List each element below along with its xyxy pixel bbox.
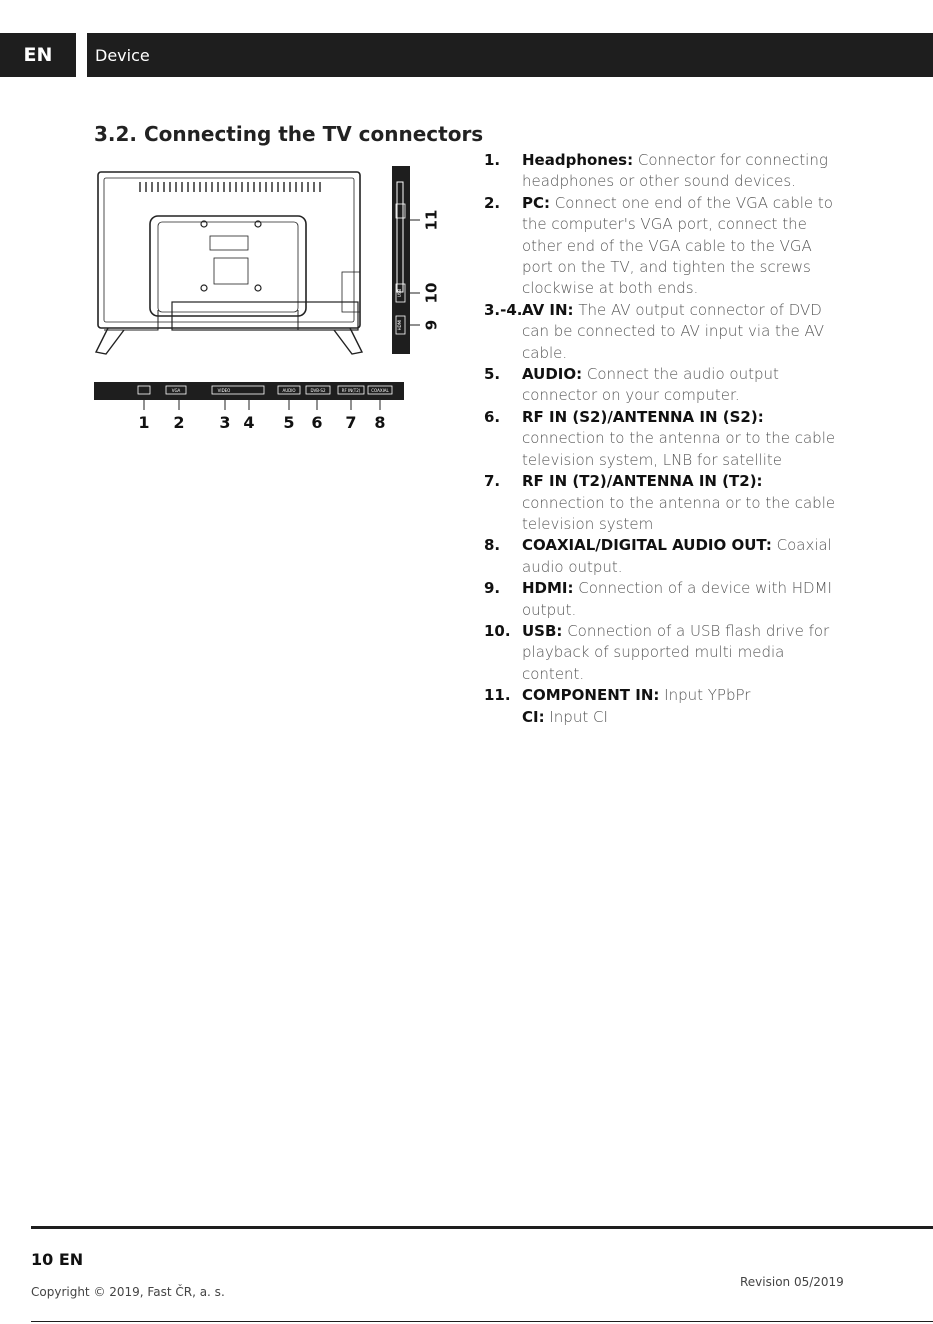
port-label-3: 3 xyxy=(219,413,231,432)
panel-coaxial-text: COAXIAL xyxy=(371,388,389,393)
item-term: AV IN: xyxy=(522,300,574,319)
list-item xyxy=(484,193,844,300)
port-label-5: 5 xyxy=(283,413,295,432)
item-description: connection to the antenna or to the cable television system xyxy=(522,493,836,533)
item-description: Input CI xyxy=(544,707,608,726)
side-label-11: 11 xyxy=(422,209,441,231)
side-usb-text: USB xyxy=(397,288,402,298)
item-term: Headphones: xyxy=(522,151,634,169)
item-number xyxy=(484,707,522,728)
item-term: RF IN (S2)/ANTENNA IN (S2): xyxy=(522,407,764,426)
list-item xyxy=(484,407,844,471)
port-label-2: 2 xyxy=(173,413,185,432)
header-section-title: Device xyxy=(95,45,150,65)
item-term: COAXIAL/DIGITAL AUDIO OUT: xyxy=(522,536,772,555)
list-item xyxy=(484,685,844,706)
port-label-6: 6 xyxy=(311,413,323,432)
port-label-1: 1 xyxy=(138,413,150,432)
list-item xyxy=(484,621,844,685)
item-description: Connect one end of the VGA cable to the computer's VGA port, connect the other end of the VGA cable to the VGA port on the TV, and tighten the screws clockwise at both ends. xyxy=(522,193,833,298)
item-description: Connection of a USB flash drive for playback of supported multi media content. xyxy=(522,621,830,683)
item-description: The AV output connector of DVD can be connected to AV input via the AV cable. xyxy=(522,300,825,362)
connector-list xyxy=(484,150,844,728)
page-number: 10 EN xyxy=(31,1250,84,1269)
footer-divider xyxy=(31,1226,933,1229)
item-description: Connect the audio output connector on your computer. xyxy=(522,365,779,405)
item-number: 8. xyxy=(484,536,501,555)
item-number: 6. xyxy=(484,407,501,426)
item-term: RF IN (T2)/ANTENNA IN (T2): xyxy=(522,472,763,491)
copyright-text: Copyright © 2019, Fast ČR, a. s. xyxy=(31,1285,225,1299)
item-description: Connection of a device with HDMI output. xyxy=(522,579,832,619)
header-section-bar xyxy=(87,33,933,77)
port-label-7: 7 xyxy=(345,413,357,432)
tv-back-diagram xyxy=(88,160,448,440)
list-item xyxy=(484,578,844,621)
tv-connectors-figure xyxy=(88,160,448,440)
side-label-9: 9 xyxy=(422,319,441,331)
item-term: USB: xyxy=(522,621,563,640)
bottom-divider xyxy=(31,1321,933,1322)
item-description: Input YPbPr xyxy=(659,686,751,705)
item-number: 1. xyxy=(484,151,501,169)
list-item xyxy=(484,535,844,578)
port-label-4: 4 xyxy=(243,413,255,432)
item-number: 10. xyxy=(484,621,511,640)
section-title: 3.2. Connecting the TV connectors xyxy=(94,122,484,146)
port-label-8: 8 xyxy=(374,413,386,432)
list-item xyxy=(484,300,844,364)
revision-text: Revision 05/2019 xyxy=(740,1275,844,1289)
side-label-10: 10 xyxy=(422,282,441,304)
panel-vga-text: VGA xyxy=(171,388,181,393)
item-description: connection to the antenna or to the cable television system, LNB for satellite xyxy=(522,429,836,469)
item-term: COMPONENT IN: xyxy=(522,686,660,705)
tv-back-illustration xyxy=(96,172,362,354)
item-number: 9. xyxy=(484,579,501,598)
panel-dvbs2-text: DVB-S2 xyxy=(310,388,326,393)
item-number: 7. xyxy=(484,472,501,491)
list-item xyxy=(484,471,844,535)
item-description: Connector for connecting headphones or other sound devices. xyxy=(522,151,828,191)
list-item xyxy=(484,150,844,193)
side-hdmi-text: HDMI xyxy=(397,319,402,331)
item-term: CI: xyxy=(522,707,545,726)
item-term: PC: xyxy=(522,193,551,212)
panel-video-text: VIDEO xyxy=(217,388,231,393)
list-item xyxy=(484,364,844,407)
header-language-badge: EN xyxy=(0,33,76,77)
panel-audio-text: AUDIO xyxy=(282,388,296,393)
item-number: 2. xyxy=(484,193,501,212)
item-number: 11. xyxy=(484,686,511,705)
item-number: 5. xyxy=(484,365,501,384)
item-term: AUDIO: xyxy=(522,365,583,384)
item-description: Coaxial audio output. xyxy=(522,536,832,576)
panel-rfin-text: RF IN(T2) xyxy=(341,388,361,393)
item-number: 3.-4. xyxy=(484,300,523,319)
item-term: HDMI: xyxy=(522,579,574,598)
list-item xyxy=(484,707,844,728)
